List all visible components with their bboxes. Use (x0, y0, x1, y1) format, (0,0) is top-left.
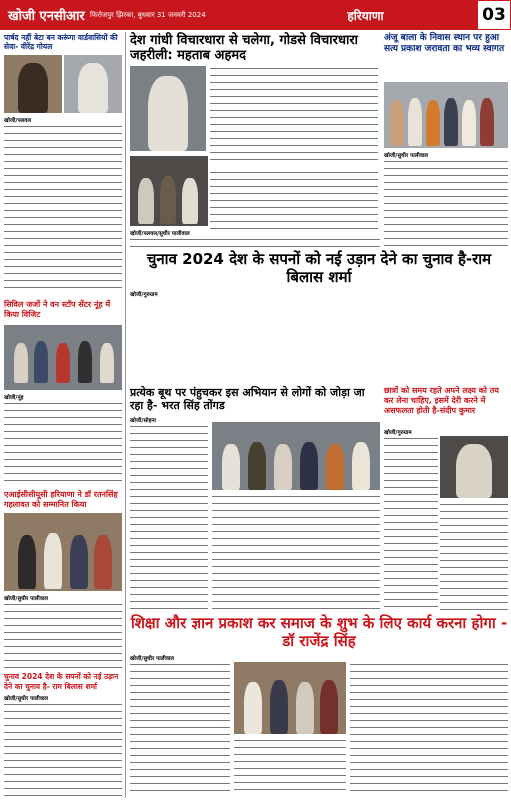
photo-councillor (4, 55, 62, 113)
left-byline-3: खोजी/सुधीर पालीवाल (4, 596, 49, 602)
photo-welcome (384, 82, 508, 148)
students-byline: खोजी/गुरुग्राम (384, 430, 412, 436)
mid-banner-headline: चुनाव 2024 देश के सपनों को नई उड़ान देने का चुनाव है-राम बिलास शर्मा (146, 250, 492, 286)
students-body-1 (384, 436, 438, 610)
left-body-3 (4, 602, 122, 668)
center-top-body-2 (130, 237, 380, 247)
photo-sandeep-kumar (440, 436, 508, 498)
left-headline-1: पार्षद नहीं बेटा बन करूंगा वार्डवासियों की सेवा- वीरेंद्र गोयल (4, 33, 118, 51)
left-byline-4: खोजी/सुधीर पालीवाल (4, 696, 49, 702)
photo-rajendra-singh (234, 662, 346, 734)
right-top-headline: अंजू बाला के निवास स्थान पर हुआ सत्य प्रकाश जरावता का भव्य स्वागत (384, 33, 505, 54)
left-headline-4: चुनाव 2024 देश के सपनों को नई उड़ान देने का चुनाव है- राम बिलास शर्मा (4, 672, 119, 691)
column-rule (125, 32, 126, 798)
left-headline-2: सिविल जजों ने वन स्टॉप सेंटर नूंह में किया विजिट (4, 300, 111, 319)
masthead (0, 0, 511, 30)
bottom-body-3 (350, 662, 508, 796)
mid-banner-byline: खोजी/गुरुग्राम (130, 292, 158, 298)
students-body-2 (440, 502, 508, 610)
booth-body-1 (130, 424, 208, 610)
booth-byline: खोजी/सोहना (130, 418, 156, 424)
left-body-2 (4, 401, 122, 487)
mid-banner-body (130, 298, 508, 382)
center-top-byline: खोजी/पलवल/सुधीर पालीवाल (130, 231, 190, 237)
left-body-1 (4, 124, 122, 294)
center-top-headline-text: देश गांधी विचारधारा से चलेगा, गोडसे विचारधारा जहरीली: महताब अहमद (130, 33, 359, 63)
paper-title: खोजी एनसीआर (8, 9, 85, 24)
booth-body-2 (212, 494, 380, 610)
page-number: 03 (477, 0, 511, 30)
photo-leader (64, 55, 122, 113)
center-top-body (210, 66, 378, 166)
issue-date: फिरोजपुर झिरका, बुधवार 31 जनवरी 2024 (90, 10, 206, 19)
photo-award (4, 513, 122, 591)
photo-one-stop-centre (4, 325, 122, 390)
photo-mahtab-ahmad (130, 66, 206, 151)
section-name: हरियाणा (347, 8, 384, 23)
center-top-headline (130, 33, 380, 63)
photo-meeting (130, 156, 208, 226)
left-body-4 (4, 702, 122, 796)
left-headline-3: एआईसीसीयूसी हरियाणा ने डॉ रतनसिंह गहलावत को सम्मानित किया (4, 490, 118, 509)
left-byline-1: खोजी/पलवल (4, 118, 32, 124)
bottom-body-1 (130, 662, 230, 796)
right-top-body (384, 159, 508, 247)
booth-headline: प्रत्येक बूथ पर पंहुचकर इस अभियान से लोगों को जोड़ा जा रहा है- भरत सिंह तोंगड (130, 386, 365, 412)
bottom-banner-byline: खोजी/सुधीर पालीवाल (130, 656, 175, 662)
bottom-body-2 (234, 738, 346, 796)
photo-booth-meeting (212, 422, 380, 490)
left-byline-2: खोजी/नूंह (4, 395, 24, 401)
bottom-banner-headline: शिक्षा और ज्ञान प्रकाश कर समाज के शुभ के लिए कार्य करना होगा - डॉ राजेंद्र सिंह (130, 614, 508, 650)
students-headline: छात्रों को समय रहते अपने लक्ष्य को तय कर लेना चाहिए, इसमें देरी करने में असफलता होती है-संदीप कुमार (384, 386, 499, 415)
right-top-caption: खोजी/सुधीर पालीवाल (384, 153, 429, 159)
center-top-body-3 (210, 170, 378, 234)
